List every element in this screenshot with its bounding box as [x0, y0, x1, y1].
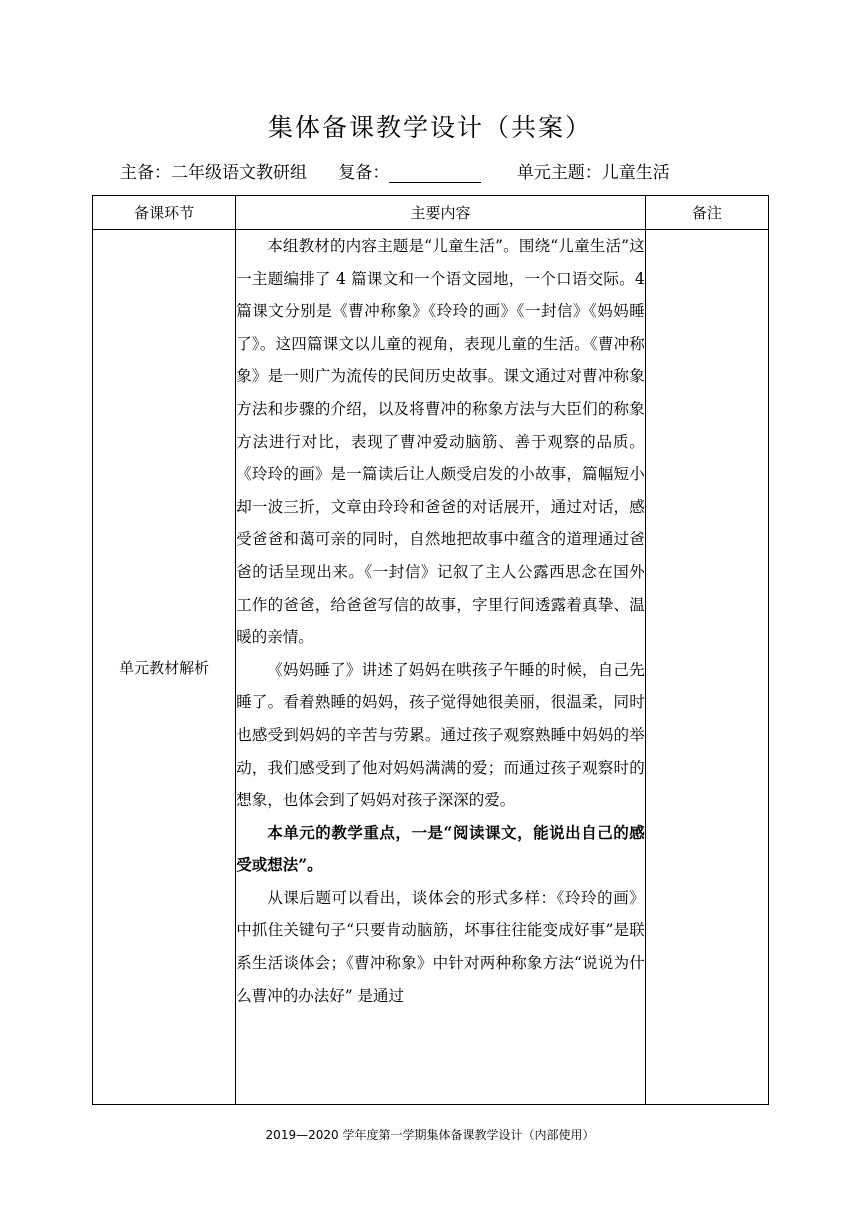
- unit-theme-label: 单元主题：儿童生活: [516, 163, 670, 183]
- column-header-stage: 备课环节: [93, 196, 236, 230]
- key-point-paragraph: 本单元的教学重点，一是“阅读课文，能说出自己的感受或想法”。: [236, 822, 645, 875]
- content-paragraph: 本组教材的内容主题是“儿童生活”。围绕“儿童生活”这一主题编排了 4 篇课文和一个语文园地，一个口语交际。4 篇课文分别是《曹冲称象》《玲玲的画》《一封信》《妈妈睡了》。这四篇课文以儿童的视角，表现儿童的生活。《曹冲称象》是一则广为流传的民间历史故事。课文通过对曹冲称象方法和步骤的介绍，以及将曹冲的称象方法与大臣们的称象方法进行对比，表现了曹冲爱动脑筋、善于观察的品质。《玲玲的画》是一篇读后让人颇受启发的小故事，篇幅短小却一波三折，文章由玲玲和爸爸的对话展开，通过对话，感受爸爸和蔼可亲的同时，自然地把故事中蕴含的道理通过爸爸的话呈现出来。《一封信》记叙了主人公露西思念在国外工作的爸爸，给爸爸写信的故事，字里行间透露着真挚、温暖的亲情。: [236, 237, 645, 647]
- notes-cell: [645, 230, 768, 1105]
- content-paragraph: 《妈妈睡了》讲述了妈妈在哄孩子午睡的时候，自己先睡了。看着熟睡的妈妈，孩子觉得她很美丽，很温柔，同时也感受到妈妈的辛苦与劳累。通过孩子观察熟睡中妈妈的举动，我们感受到了他对妈妈满满的爱；而通过孩子观察时的想象，也体会到了妈妈对孩子深深的爱。: [236, 660, 645, 810]
- preparer-label: 主备：二年级语文教研组: [120, 163, 307, 183]
- header-meta: [120, 158, 780, 183]
- reviewer-blank-line: [389, 162, 481, 183]
- content-cell: [236, 230, 646, 1105]
- page-footer: 2019—2020 学年度第一学期集体备课教学设计（内部使用）: [265, 1128, 595, 1142]
- page-title: 集体备课教学设计（共案）: [267, 113, 592, 142]
- content-paragraph: 从课后题可以看出，谈体会的形式多样：《玲玲的画》中抓住关键句子“只要肯动脑筋，坏事往往能变成好事”是联系生活谈体会；《曹冲称象》中针对两种称象方法“说说为什么曹冲的办法好” 是通过: [236, 888, 645, 1005]
- reviewer-label: 复备：: [338, 163, 390, 183]
- lesson-plan-table: [92, 195, 769, 1105]
- column-header-content: 主要内容: [236, 196, 646, 230]
- table-row: [93, 230, 769, 1105]
- table-header-row: [93, 196, 769, 230]
- section-cell: 单元教材解析: [93, 230, 236, 1105]
- column-header-notes: 备注: [645, 196, 768, 230]
